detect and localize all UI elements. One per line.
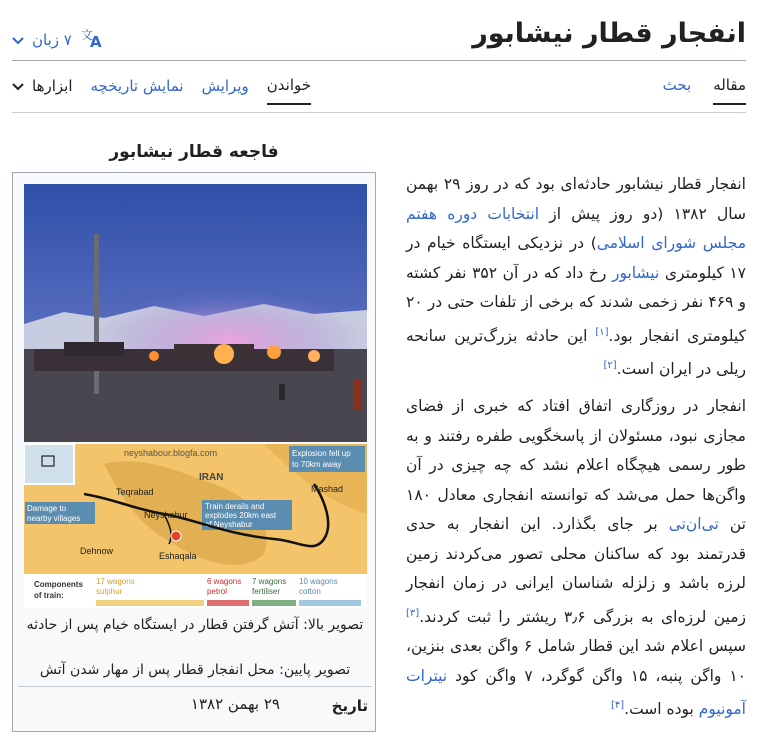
tools-menu[interactable] — [12, 77, 73, 104]
reference-link-3[interactable]: [۳] — [406, 607, 420, 619]
svg-text:文: 文 — [80, 28, 93, 42]
map-legend-title: Components — [34, 580, 83, 589]
article-paragraph-2 — [406, 392, 746, 725]
map-callout-damage-2: nearby villages — [27, 514, 81, 523]
infobox-caption-top: تصویر بالا: آتش گرفتن قطار در ایستگاه خیام پس از حادثه — [26, 617, 364, 633]
tab-edit[interactable]: ویرایش — [201, 77, 249, 95]
chevron-down-icon — [12, 31, 24, 49]
text-run: انفجار در روزگاری اتفاق افتاد که خبری از فضای مجازی نبود، مسئولان از پاسخگویی طفره رفتند و به طور رسمی هیچگاه اعلام نشد که چه چیزی در آن واگن‌ها حمل می‌شد که توانسته انفجاری معادل ۱۸۰ تن — [406, 397, 746, 533]
map-label-neyshabur: Neyshabur — [144, 510, 188, 520]
map-legend-fertiliser-count: 7 wagons — [252, 577, 287, 586]
language-selector[interactable] — [12, 27, 104, 53]
map-callout-damage: Damage to — [27, 504, 67, 513]
map-label-eshaqala: Eshaqala — [159, 551, 197, 561]
map-label-dehnow: Dehnow — [80, 546, 114, 556]
text-run: رخ داد که در آن ۳۵۲ نفر کشته و ۴۶۹ نفر زخمی شدند که برخی از تلفات حتی در ۲۰ کیلومتری انفجار بود. — [406, 263, 746, 345]
text-run: بر جای بگذارد. این انفجار به حدی قدرتمند بود که ساکنان محلی تصور می‌کردند زمین لرزه باشد و زلزله شناسان ایرانی در زمان انفجار زمین لرزه‌ای به بزرگی ۳٫۶ ریشتر را ثبت کردند. — [406, 515, 746, 626]
tab-article[interactable]: مقاله — [713, 76, 746, 105]
infobox-caption-bottom: تصویر پایین: محل انفجار قطار پس از مهار شدن آتش — [39, 662, 351, 678]
link-tnt[interactable]: تی‌ان‌تی — [668, 515, 719, 533]
map-legend-petrol-count: 6 wagons — [207, 577, 242, 586]
reference-link-2[interactable]: [۲] — [603, 360, 617, 372]
text-run: سپس اعلام شد این قطار شامل ۶ واگن بعدی بنزین، ۱۰ واگن پنبه، ۱۵ واگن گوگرد، ۷ واگن کود — [406, 637, 746, 685]
map-callout-derail-2: explodes 20km east — [205, 511, 277, 520]
tab-read[interactable]: خواندن — [267, 76, 311, 105]
map-callout-derail-3: of Neyshabur — [205, 520, 253, 529]
tools-label: ابزارها — [32, 77, 73, 95]
link-majlis-election[interactable]: انتخابات دوره هفتم مجلس شورای اسلامی — [406, 204, 746, 252]
link-ammonium-nitrate[interactable]: نیترات آمونیوم — [406, 666, 746, 719]
map-label-iran: IRAN — [199, 472, 224, 483]
link-neyshabur[interactable]: نیشابور — [611, 263, 660, 282]
text-run: انفجار قطار نیشابور حادثه‌ای بود که در روز ۲۹ بهمن سال ۱۳۸۲ (دو روز پیش از — [406, 175, 746, 223]
map-source: neyshabour.blogfa.com — [124, 448, 218, 458]
map-label-mashad: Mashad — [311, 484, 344, 494]
tab-talk[interactable]: بحث — [662, 76, 692, 94]
map-legend-petrol: petrol — [207, 587, 228, 596]
map-legend-sulphur: sulphur — [96, 587, 123, 596]
page-title: انفجار قطار نیشابور — [472, 18, 746, 49]
map-callout-explosion: Explosion felt up — [292, 449, 351, 458]
article-paragraph-1 — [406, 170, 746, 385]
header-divider — [12, 60, 746, 61]
translate-icon — [80, 27, 104, 53]
map-label-teqrabad: Teqrabad — [116, 487, 154, 497]
infobox-date-value: ۲۹ بهمن ۱۳۸۲ — [190, 695, 280, 713]
map-legend-fertiliser: fertiliser — [252, 587, 281, 596]
infobox-title: فاجعه قطار نیشابور — [109, 142, 279, 162]
map-legend-cotton: cotton — [299, 587, 321, 596]
tab-history[interactable]: نمایش تاریخچه — [90, 77, 184, 95]
infobox-date-row — [18, 686, 372, 723]
map-legend-title-2: of train: — [34, 591, 64, 600]
map-callout-explosion-2: to 70km away — [292, 460, 342, 469]
reference-link-1[interactable]: [۱] — [595, 326, 609, 338]
text-run: بوده است. — [624, 700, 699, 719]
svg-text:A: A — [89, 33, 102, 49]
infobox-map[interactable] — [24, 444, 367, 608]
chevron-down-icon — [12, 77, 24, 95]
text-run: ) در نزدیکی ایستگاه خیام در ۱۷ کیلومتری — [406, 234, 746, 282]
map-legend-sulphur-count: 17 wagons — [96, 577, 135, 586]
infobox-date-label: تاریخ — [331, 697, 368, 715]
view-tabs — [12, 76, 311, 105]
text-run: این حادثه بزرگ‌ترین سانحه ریلی در ایران است. — [406, 326, 746, 379]
reference-link-4[interactable]: [۴] — [610, 700, 625, 712]
language-count: ۷ زبان — [32, 31, 72, 49]
map-callout-derail: Train derails and — [205, 502, 265, 511]
infobox-photo-train-fire[interactable] — [24, 184, 367, 442]
namespace-tabs — [663, 76, 746, 105]
tabs-divider — [12, 112, 746, 113]
map-legend-cotton-count: 10 wagons — [299, 577, 338, 586]
